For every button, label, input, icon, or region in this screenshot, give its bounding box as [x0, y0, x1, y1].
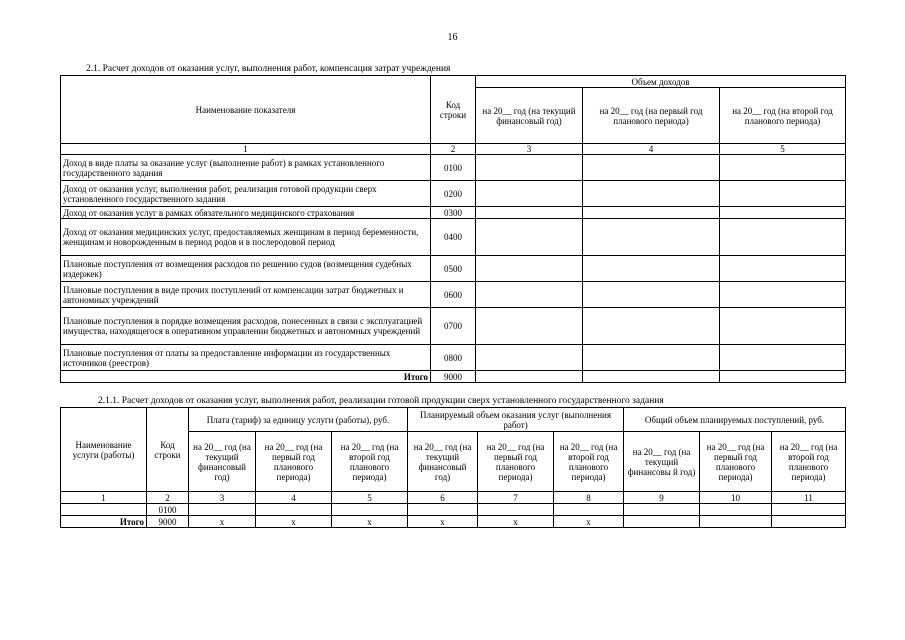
section-2-1-1-title: 2.1.1. Расчет доходов от оказания услуг, выполнения работ, реализации готовой продукции сверх установленного государственного задания: [98, 396, 664, 406]
header-year-first: на 20__ год (на первый год планового периода): [256, 432, 332, 492]
value-cell[interactable]: [720, 371, 846, 383]
value-cell[interactable]: [720, 219, 846, 256]
value-cell[interactable]: [772, 516, 846, 528]
not-applicable-mark: x: [554, 516, 624, 528]
header-year-current: на 20__ год (на текущий финансовый год): [476, 88, 583, 144]
row-name: Доход от оказания услуг, выполнения работ, реализация готовой продукции сверх установленного государственного задания: [61, 181, 431, 207]
table-row: [61, 219, 846, 256]
col-number: 10: [700, 492, 772, 504]
row-code: 0800: [431, 345, 476, 371]
header-year-first: на 20__ год (на первый год планового периода): [583, 88, 720, 144]
col-number: 3: [476, 144, 583, 155]
row-code: 0600: [431, 282, 476, 308]
value-cell[interactable]: [720, 207, 846, 219]
table-row: [61, 282, 846, 308]
value-cell[interactable]: [583, 308, 720, 345]
row-name: Плановые поступления от платы за предоставление информации из государственных источников (реестров): [61, 345, 431, 371]
row-code: 0700: [431, 308, 476, 345]
value-cell[interactable]: [720, 345, 846, 371]
value-cell[interactable]: [700, 516, 772, 528]
col-number: 8: [554, 492, 624, 504]
header-row-code: Код строки: [147, 408, 189, 492]
not-applicable-mark: x: [478, 516, 554, 528]
value-cell[interactable]: [189, 504, 256, 516]
value-cell[interactable]: [583, 256, 720, 282]
value-cell[interactable]: [476, 207, 583, 219]
header-year-second: на 20__ год (на второй год планового периода): [772, 432, 846, 492]
total-row: [61, 371, 846, 383]
table-row: [61, 256, 846, 282]
header-year-second: на 20__ год (на второй год планового периода): [554, 432, 624, 492]
not-applicable-mark: x: [189, 516, 256, 528]
value-cell[interactable]: [476, 308, 583, 345]
value-cell[interactable]: [476, 371, 583, 383]
table-row: [61, 504, 846, 516]
total-code: 9000: [431, 371, 476, 383]
total-label: Итого: [61, 516, 147, 528]
not-applicable-mark: x: [256, 516, 332, 528]
value-cell[interactable]: [256, 504, 332, 516]
col-number: 5: [720, 144, 846, 155]
header-row-code: Код строки: [431, 76, 476, 144]
row-code: 0100: [147, 504, 189, 516]
row-code: 0100: [431, 155, 476, 181]
header-year-second: на 20__ год (на второй год планового периода): [720, 88, 846, 144]
value-cell[interactable]: [624, 516, 700, 528]
row-name: Плановые поступления в порядке возмещения расходов, понесенных в связи с эксплуатацией имущества, находящегося в оперативном управлении бюджетных и автономных учреждений: [61, 308, 431, 345]
header-indicator-name: Наименование показателя: [61, 76, 431, 144]
total-label: Итого: [61, 371, 431, 383]
not-applicable-mark: x: [332, 516, 408, 528]
header-year-current: на 20__ год (на текущий финансовый год): [408, 432, 478, 492]
header-total-income-group: Общий объем планируемых поступлений, руб.: [624, 408, 846, 432]
table-row: [61, 155, 846, 181]
value-cell[interactable]: [583, 207, 720, 219]
value-cell[interactable]: [583, 155, 720, 181]
col-number: 4: [583, 144, 720, 155]
value-cell[interactable]: [624, 504, 700, 516]
row-name: Доход от оказания медицинских услуг, предоставляемых женщинам в период беременности, женщинам и новорожденным в период родов и в послеродовой период: [61, 219, 431, 256]
value-cell[interactable]: [720, 181, 846, 207]
row-name: Плановые поступления в виде прочих поступлений от компенсации затрат бюджетных и автономных учреждений: [61, 282, 431, 308]
col-number: 11: [772, 492, 846, 504]
col-number: 7: [478, 492, 554, 504]
table-row: [61, 345, 846, 371]
header-year-first: на 20__ год (на первый год планового периода): [478, 432, 554, 492]
table-row: [61, 181, 846, 207]
value-cell[interactable]: [332, 504, 408, 516]
col-number: 1: [61, 144, 431, 155]
col-number: 6: [408, 492, 478, 504]
value-cell[interactable]: [583, 282, 720, 308]
value-cell[interactable]: [583, 181, 720, 207]
header-year-first: на 20__ год (на первый год планового периода): [700, 432, 772, 492]
total-row: [61, 516, 846, 528]
table-row: [61, 207, 846, 219]
header-volume-group: Планируемый объем оказания услуг (выполнения работ): [408, 408, 624, 432]
value-cell[interactable]: [583, 371, 720, 383]
value-cell[interactable]: [476, 155, 583, 181]
value-cell[interactable]: [720, 282, 846, 308]
header-service-name: Наименование услуги (работы): [61, 408, 147, 492]
total-code: 9000: [147, 516, 189, 528]
value-cell[interactable]: [720, 308, 846, 345]
value-cell[interactable]: [476, 345, 583, 371]
col-number: 2: [431, 144, 476, 155]
section-2-1-title: 2.1. Расчет доходов от оказания услуг, выполнения работ, компенсация затрат учреждения: [86, 64, 451, 74]
value-cell[interactable]: [720, 155, 846, 181]
services-income-table: [60, 407, 846, 528]
table-row: [61, 308, 846, 345]
value-cell[interactable]: [476, 181, 583, 207]
col-number: 2: [147, 492, 189, 504]
row-code: 0300: [431, 207, 476, 219]
row-name: Доход от оказания услуг в рамках обязательного медицинского страхования: [61, 207, 431, 219]
value-cell[interactable]: [408, 504, 478, 516]
value-cell[interactable]: [583, 345, 720, 371]
header-tariff-group: Плата (тариф) за единицу услуги (работы), руб.: [189, 408, 408, 432]
header-year-second: на 20__ год (на второй год планового периода): [332, 432, 408, 492]
value-cell[interactable]: [720, 256, 846, 282]
col-number: 1: [61, 492, 147, 504]
header-year-current: на 20__ год (на текущий финансовы й год): [624, 432, 700, 492]
not-applicable-mark: x: [408, 516, 478, 528]
page-number: 16: [447, 32, 458, 43]
service-name-cell[interactable]: [61, 504, 147, 516]
col-number: 3: [189, 492, 256, 504]
value-cell[interactable]: [700, 504, 772, 516]
value-cell[interactable]: [476, 219, 583, 256]
income-table: [60, 75, 846, 383]
col-number: 5: [332, 492, 408, 504]
col-number: 9: [624, 492, 700, 504]
header-year-current: на 20__ год (на текущий финансовый год): [189, 432, 256, 492]
value-cell[interactable]: [772, 504, 846, 516]
value-cell[interactable]: [476, 282, 583, 308]
col-number: 4: [256, 492, 332, 504]
row-code: 0200: [431, 181, 476, 207]
value-cell[interactable]: [478, 504, 554, 516]
row-name: Плановые поступления от возмещения расходов по решению судов (возмещения судебных издержек): [61, 256, 431, 282]
value-cell[interactable]: [554, 504, 624, 516]
row-name: Доход в виде платы за оказание услуг (выполнение работ) в рамках установленного государственного задания: [61, 155, 431, 181]
row-code: 0400: [431, 219, 476, 256]
value-cell[interactable]: [476, 256, 583, 282]
value-cell[interactable]: [583, 219, 720, 256]
header-income-volume: Объем доходов: [476, 76, 846, 88]
row-code: 0500: [431, 256, 476, 282]
